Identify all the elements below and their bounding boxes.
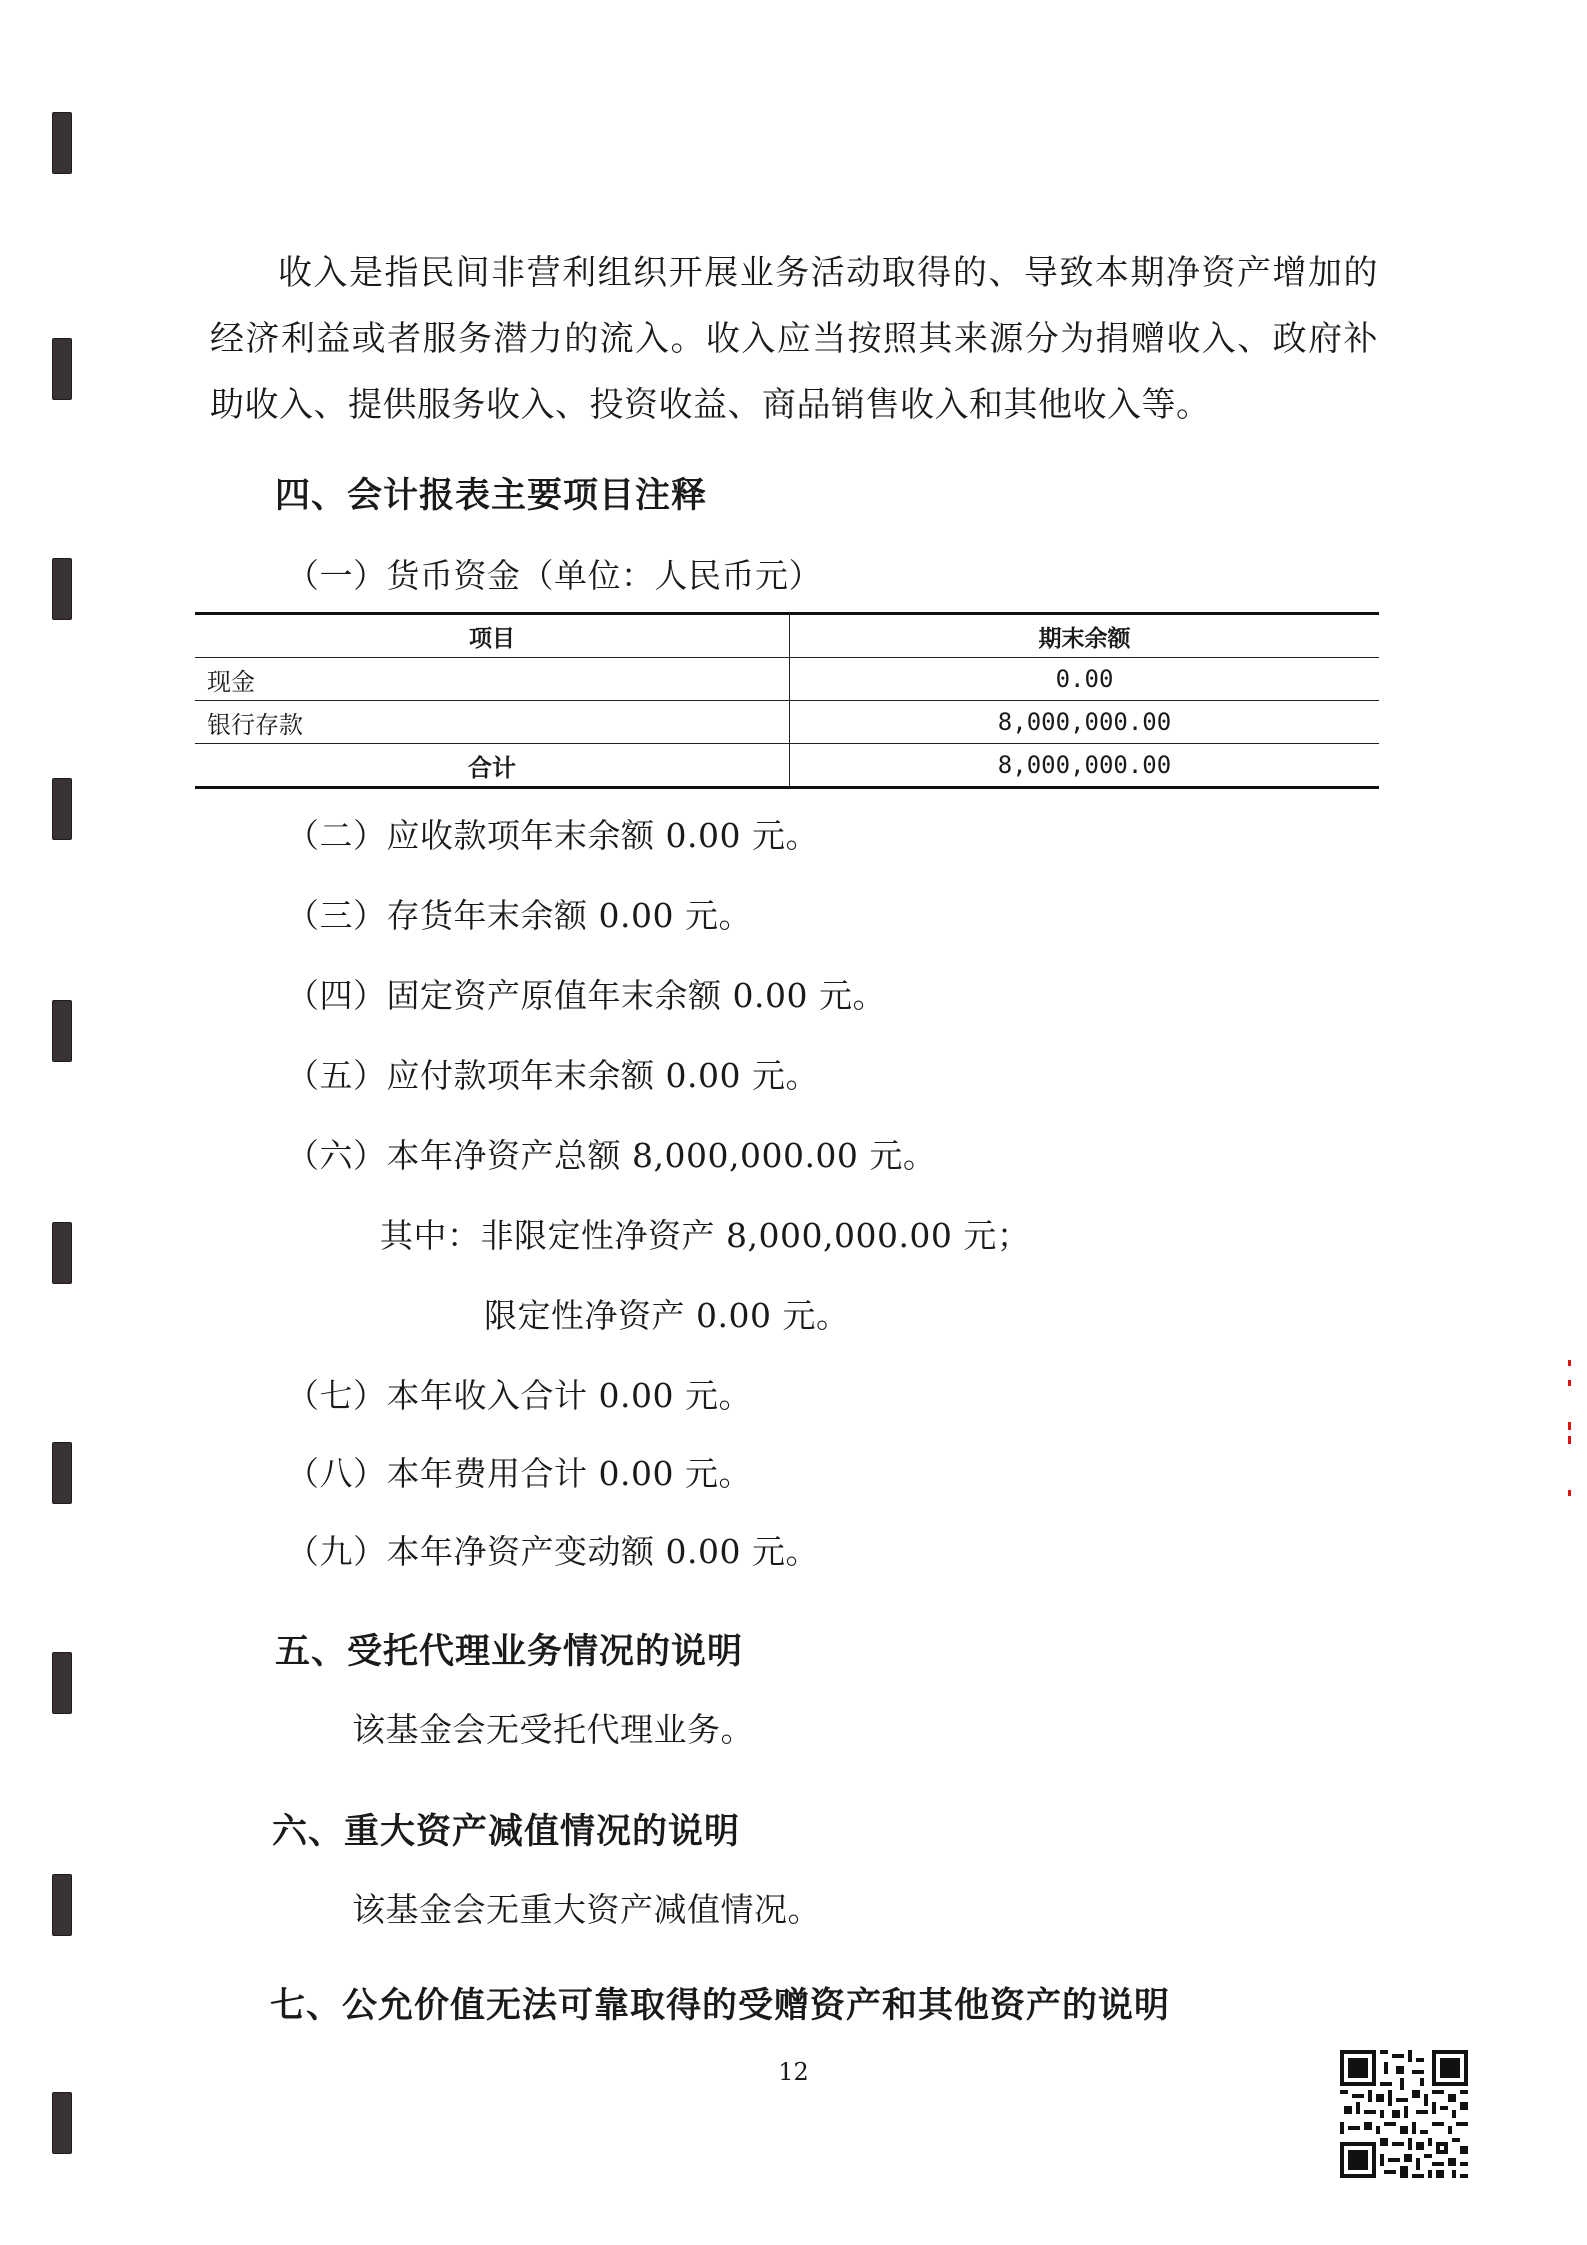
note-inventory: （三）存货年末余额 0.00 元。 xyxy=(286,896,752,935)
table-row xyxy=(195,701,1379,744)
row-item: 银行存款 xyxy=(195,701,790,744)
table-row xyxy=(195,658,1379,701)
binding-mark xyxy=(52,2092,72,2154)
row-item: 合计 xyxy=(195,744,790,788)
table-total-row xyxy=(195,744,1379,788)
note-payables: （五）应付款项年末余额 0.00 元。 xyxy=(286,1056,819,1095)
section-6-text: 该基金会无重大资产减值情况。 xyxy=(352,1890,821,1929)
binding-mark xyxy=(52,112,72,174)
scan-artifact xyxy=(1568,1490,1571,1496)
cash-table xyxy=(195,612,1379,789)
cash-table-title: （一）货币资金（单位：人民币元） xyxy=(286,556,822,595)
income-paragraph: 收入是指民间非营利组织开展业务活动取得的、导致本期净资产增加的经济利益或者服务潜力的流入。收入应当按照其来源分为捐赠收入、政府补助收入、提供服务收入、投资收益、商品销售收入和其他收入等。 xyxy=(210,253,1378,425)
section-6-title: 六、重大资产减值情况的说明 xyxy=(272,1812,741,1852)
note-restricted-net-assets: 限定性净资产 0.00 元。 xyxy=(484,1296,850,1335)
binding-mark xyxy=(52,558,72,620)
qr-code-icon xyxy=(1340,2050,1468,2178)
column-header-item: 项目 xyxy=(195,614,790,658)
binding-mark xyxy=(52,1222,72,1284)
binding-mark xyxy=(52,1874,72,1936)
scan-artifact xyxy=(1568,1436,1571,1444)
row-value: 8,000,000.00 xyxy=(790,701,1380,744)
binding-mark xyxy=(52,1442,72,1504)
section-7-title: 七、公允价值无法可靠取得的受赠资产和其他资产的说明 xyxy=(270,1986,1171,2026)
note-fixed-assets: （四）固定资产原值年末余额 0.00 元。 xyxy=(286,976,886,1015)
note-expense-total: （八）本年费用合计 0.00 元。 xyxy=(286,1454,752,1493)
note-income-total: （七）本年收入合计 0.00 元。 xyxy=(286,1376,752,1415)
scan-artifact xyxy=(1568,1422,1571,1430)
note-receivables: （二）应收款项年末余额 0.00 元。 xyxy=(286,816,819,855)
section-5-title: 五、受托代理业务情况的说明 xyxy=(275,1632,744,1672)
binding-mark xyxy=(52,1000,72,1062)
scan-artifact xyxy=(1568,1380,1571,1386)
section-4-title: 四、会计报表主要项目注释 xyxy=(275,476,708,516)
column-header-balance: 期末余额 xyxy=(790,614,1380,658)
page-number: 12 xyxy=(778,2058,809,2086)
row-value: 0.00 xyxy=(790,658,1380,701)
note-net-assets-change: （九）本年净资产变动额 0.00 元。 xyxy=(286,1532,819,1571)
section-5-text: 该基金会无受托代理业务。 xyxy=(352,1710,754,1749)
scan-artifact xyxy=(1568,1360,1571,1366)
binding-mark xyxy=(52,338,72,400)
table-header-row xyxy=(195,614,1379,658)
binding-mark xyxy=(52,778,72,840)
note-unrestricted-net-assets: 其中：非限定性净资产 8,000,000.00 元； xyxy=(380,1216,1031,1255)
row-item: 现金 xyxy=(195,658,790,701)
binding-mark xyxy=(52,1652,72,1714)
note-net-assets-total: （六）本年净资产总额 8,000,000.00 元。 xyxy=(286,1136,937,1175)
row-value: 8,000,000.00 xyxy=(997,751,1172,779)
